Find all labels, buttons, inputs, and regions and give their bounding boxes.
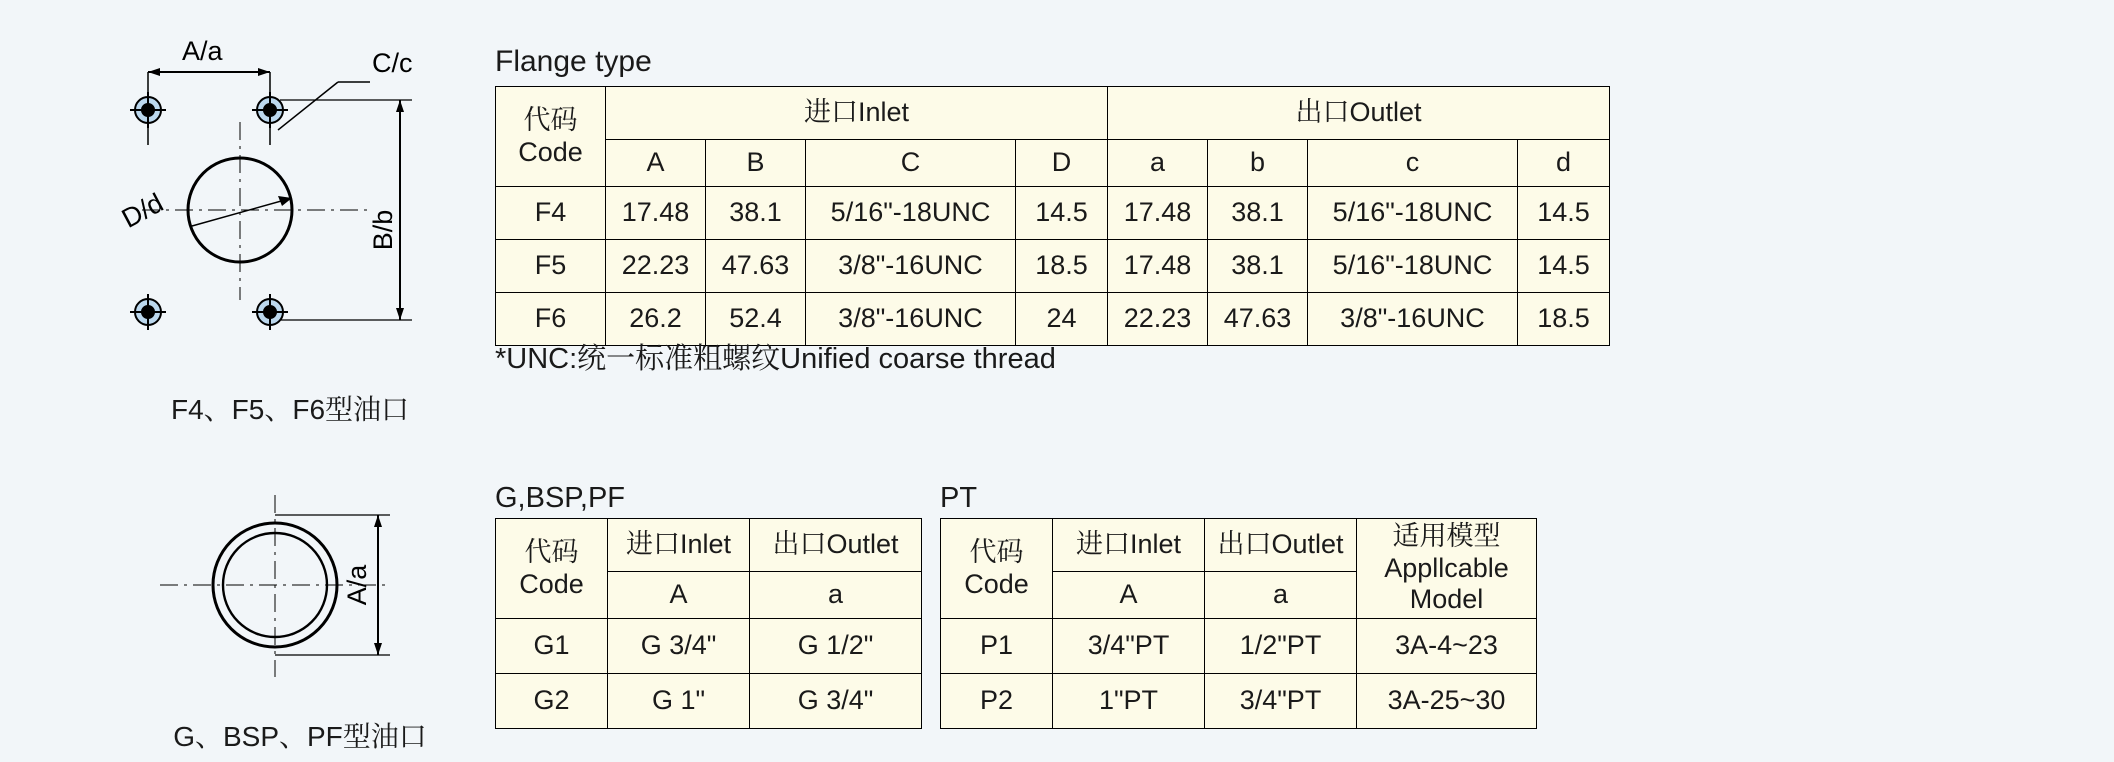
- flange-row-code: F5: [496, 240, 606, 293]
- flange-cell: 17.48: [1108, 240, 1208, 293]
- table-row: [496, 187, 1610, 240]
- gbsppf-table-title: G,BSP,PF: [495, 482, 626, 514]
- pt-sub-header: A: [1053, 572, 1205, 619]
- flange-cell: 22.23: [606, 240, 706, 293]
- gbsppf-cell: G 3/4": [608, 619, 750, 674]
- flange-cell: 17.48: [606, 187, 706, 240]
- flange-cell: 47.63: [1208, 293, 1308, 346]
- flange-cell: 5/16"-18UNC: [1308, 187, 1518, 240]
- pt-cell: 3/4"PT: [1053, 619, 1205, 674]
- model-label-en-2: Model: [1409, 584, 1484, 615]
- flange-cell: 14.5: [1518, 240, 1610, 293]
- pt-outlet-header: 出口Outlet: [1205, 519, 1357, 572]
- flange-row-code: F6: [496, 293, 606, 346]
- gbsppf-header-row-1: [496, 519, 922, 572]
- dim-label-b-over-b: B/b: [368, 209, 398, 251]
- gbsppf-sub-header: a: [750, 572, 922, 619]
- flange-cell: 38.1: [1208, 240, 1308, 293]
- flange-outlet-header: 出口Outlet: [1108, 87, 1610, 140]
- pt-table-container: [940, 518, 1537, 729]
- flange-cell: 14.5: [1518, 187, 1610, 240]
- dim-label-a-over-a: A/a: [182, 36, 223, 66]
- gbsppf-cell: G 1": [608, 674, 750, 729]
- flange-cell: 47.63: [706, 240, 806, 293]
- flange-code-header: [496, 87, 606, 187]
- flange-cell: 22.23: [1108, 293, 1208, 346]
- table-row: [496, 674, 922, 729]
- pt-row-code: P2: [941, 674, 1053, 729]
- code-label-cn: 代码: [969, 536, 1024, 567]
- flange-figure-caption: F4、F5、F6型油口: [170, 394, 410, 425]
- gbsppf-cell: G 1/2": [750, 619, 922, 674]
- table-row: [941, 674, 1537, 729]
- flange-sub-header: D: [1016, 140, 1108, 187]
- gbsppf-sub-header: A: [608, 572, 750, 619]
- dim-label-c-over-c: C/c: [372, 48, 413, 78]
- gbsppf-table-container: [495, 518, 922, 729]
- pt-header-row-1: [941, 519, 1537, 572]
- gbsppf-spec-table: [495, 518, 922, 729]
- flange-row-code: F4: [496, 187, 606, 240]
- flange-sub-header: C: [806, 140, 1016, 187]
- flange-cell: 3/8"-16UNC: [1308, 293, 1518, 346]
- flange-sub-header: c: [1308, 140, 1518, 187]
- pt-row-code: P1: [941, 619, 1053, 674]
- pt-cell: 1/2"PT: [1205, 619, 1357, 674]
- flange-sub-header: B: [706, 140, 806, 187]
- pt-code-header: [941, 519, 1053, 619]
- flange-cell: 18.5: [1518, 293, 1610, 346]
- pt-cell: 1"PT: [1053, 674, 1205, 729]
- flange-cell: 17.48: [1108, 187, 1208, 240]
- flange-sub-header: b: [1208, 140, 1308, 187]
- pt-cell: 3/4"PT: [1205, 674, 1357, 729]
- round-port-diagram: [150, 485, 450, 665]
- pt-sub-header: a: [1205, 572, 1357, 619]
- gbsppf-cell: G 3/4": [750, 674, 922, 729]
- gbsppf-inlet-header: 进口Inlet: [608, 519, 750, 572]
- gbsppf-code-header: [496, 519, 608, 619]
- flange-sub-header: a: [1108, 140, 1208, 187]
- table-row: [496, 240, 1610, 293]
- code-label-cn: 代码: [523, 104, 578, 135]
- pt-table-title: PT: [940, 482, 978, 514]
- port-type-section: [0, 460, 2114, 760]
- flange-cell: 14.5: [1016, 187, 1108, 240]
- round-figure-caption: G、BSP、PF型油口: [173, 721, 427, 752]
- gbsppf-row-code: G2: [496, 674, 608, 729]
- flange-cell: 3/8"-16UNC: [806, 293, 1016, 346]
- flange-cell: 5/16"-18UNC: [1308, 240, 1518, 293]
- code-label-cn: 代码: [524, 536, 579, 567]
- flange-port-svg: [120, 30, 460, 390]
- flange-table-container: [495, 86, 1610, 346]
- flange-sub-header: d: [1518, 140, 1610, 187]
- pt-model-header: [1357, 519, 1537, 619]
- flange-port-diagram: [120, 30, 460, 390]
- flange-cell: 52.4: [706, 293, 806, 346]
- dim-label-a-over-a-round: A/a: [342, 564, 372, 606]
- flange-sub-header: A: [606, 140, 706, 187]
- flange-table-title: Flange type: [495, 45, 652, 78]
- flange-header-row-2: [496, 140, 1610, 187]
- flange-cell: 26.2: [606, 293, 706, 346]
- pt-cell: 3A-25~30: [1357, 674, 1537, 729]
- flange-inlet-header: 进口Inlet: [606, 87, 1108, 140]
- pt-spec-table: [940, 518, 1537, 729]
- code-label-en: Code: [964, 568, 1029, 599]
- round-port-svg: [150, 485, 450, 685]
- model-label-cn: 适用模型: [1392, 520, 1501, 551]
- flange-header-row-1: [496, 87, 1610, 140]
- flange-cell: 24: [1016, 293, 1108, 346]
- model-label-en-1: Appllcable: [1384, 552, 1509, 583]
- flange-cell: 5/16"-18UNC: [806, 187, 1016, 240]
- pt-cell: 3A-4~23: [1357, 619, 1537, 674]
- flange-cell: 18.5: [1016, 240, 1108, 293]
- pt-inlet-header: 进口Inlet: [1053, 519, 1205, 572]
- code-label-en: Code: [519, 568, 584, 599]
- unc-footnote: *UNC:统一标准粗螺纹Unified coarse thread: [495, 343, 1056, 375]
- gbsppf-outlet-header: 出口Outlet: [750, 519, 922, 572]
- table-row: [941, 619, 1537, 674]
- table-row: [496, 619, 922, 674]
- flange-cell: 38.1: [706, 187, 806, 240]
- flange-cell: 38.1: [1208, 187, 1308, 240]
- flange-cell: 3/8"-16UNC: [806, 240, 1016, 293]
- gbsppf-row-code: G1: [496, 619, 608, 674]
- code-label-en: Code: [518, 136, 583, 167]
- flange-spec-table: [495, 86, 1610, 346]
- dim-label-d-over-d: D/d: [120, 187, 169, 234]
